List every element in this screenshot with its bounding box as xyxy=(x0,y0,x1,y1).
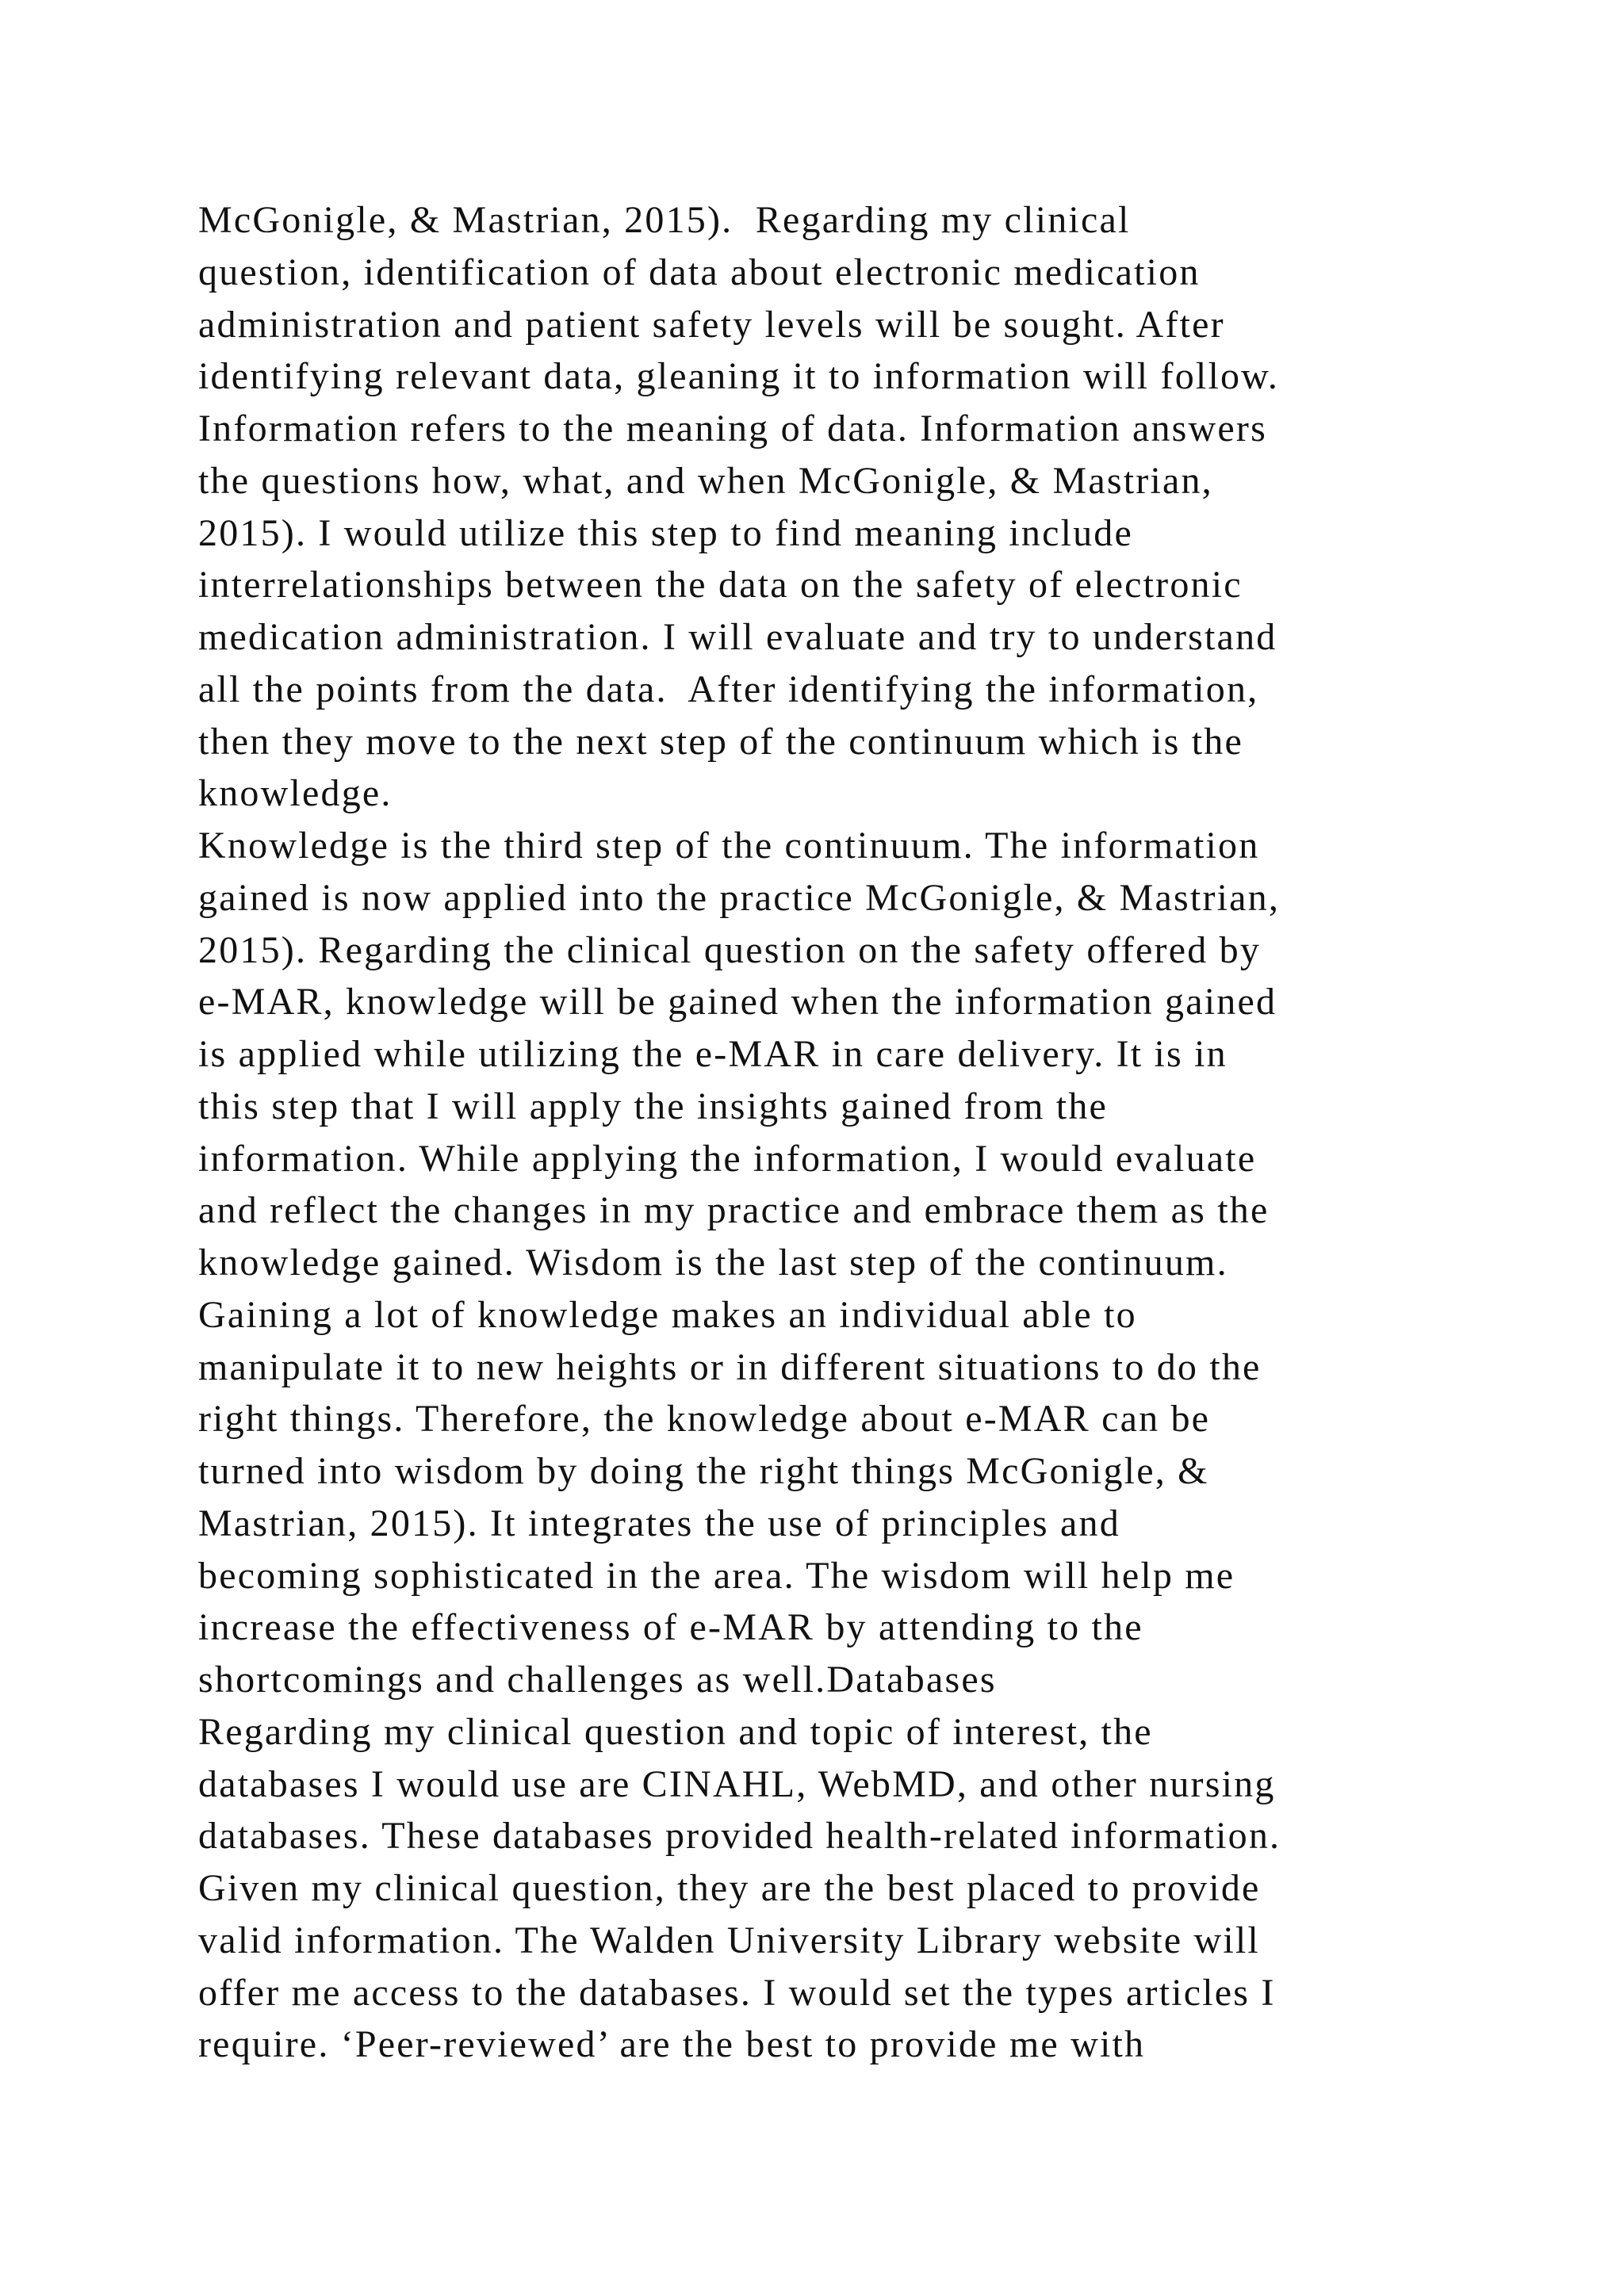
text-line: increase the effectiveness of e-MAR by attending to the xyxy=(198,1606,1143,1649)
text-line: e-MAR, knowledge will be gained when the information gained xyxy=(198,981,1277,1024)
text-line: databases. These databases provided health-related information. xyxy=(198,1815,1281,1858)
text-line: McGonigle, & Mastrian, 2015). Regarding my clinical xyxy=(198,199,1131,241)
text-line: Gaining a lot of knowledge makes an individual able to xyxy=(198,1293,1137,1336)
text-line: is applied while utilizing the e-MAR in care delivery. It is in xyxy=(198,1033,1228,1075)
body-text xyxy=(198,194,1546,2071)
text-line: manipulate it to new heights or in different situations to do the xyxy=(198,1345,1262,1388)
text-line: shortcomings and challenges as well.Databases xyxy=(198,1659,997,1701)
text-line: databases I would use are CINAHL, WebMD, and other nursing xyxy=(198,1762,1276,1805)
text-line: Given my clinical question, they are the best placed to provide xyxy=(198,1867,1261,1909)
text-line: gained is now applied into the practice McGonigle, & Mastrian, xyxy=(198,876,1281,919)
text-line: valid information. The Walden University Library website will xyxy=(198,1919,1260,1961)
text-line: administration and patient safety levels will be sought. After xyxy=(198,303,1225,346)
text-line: offer me access to the databases. I would set the types articles I xyxy=(198,1971,1276,2014)
text-line: Mastrian, 2015). It integrates the use of principles and xyxy=(198,1502,1120,1544)
text-line: this step that I will apply the insights gained from the xyxy=(198,1085,1109,1127)
text-line: then they move to the next step of the continuum which is the xyxy=(198,720,1243,763)
text-line: require. ‘Peer-reviewed’ are the best to provide me with xyxy=(198,2023,1146,2066)
text-line: becoming sophisticated in the area. The wisdom will help me xyxy=(198,1554,1235,1597)
text-line: Knowledge is the third step of the continuum. The information xyxy=(198,825,1260,867)
text-line: identifying relevant data, gleaning it to information will follow. xyxy=(198,355,1280,398)
text-line: and reflect the changes in my practice and embrace them as the xyxy=(198,1189,1270,1232)
text-line: question, identification of data about electronic medication xyxy=(198,251,1201,293)
text-line: interrelationships between the data on the safety of electronic xyxy=(198,564,1243,607)
text-line: medication administration. I will evaluate and try to understand xyxy=(198,616,1277,658)
text-line: 2015). Regarding the clinical question on the safety offered by xyxy=(198,928,1262,971)
text-line: knowledge gained. Wisdom is the last step of the continuum. xyxy=(198,1242,1228,1284)
text-line: Regarding my clinical question and topic of interest, the xyxy=(198,1710,1153,1753)
text-line: information. While applying the information, I would evaluate xyxy=(198,1137,1257,1180)
text-line: 2015). I would utilize this step to find meaning include xyxy=(198,511,1134,554)
text-line: all the points from the data. After identifying the information, xyxy=(198,668,1259,710)
text-line: right things. Therefore, the knowledge about e-MAR can be xyxy=(198,1398,1211,1441)
text-line: the questions how, what, and when McGonigle, & Mastrian, xyxy=(198,459,1213,502)
text-line: turned into wisdom by doing the right things McGonigle, & xyxy=(198,1450,1209,1492)
text-line: Information refers to the meaning of data. Information answers xyxy=(198,408,1267,450)
text-line: knowledge. xyxy=(198,772,393,815)
